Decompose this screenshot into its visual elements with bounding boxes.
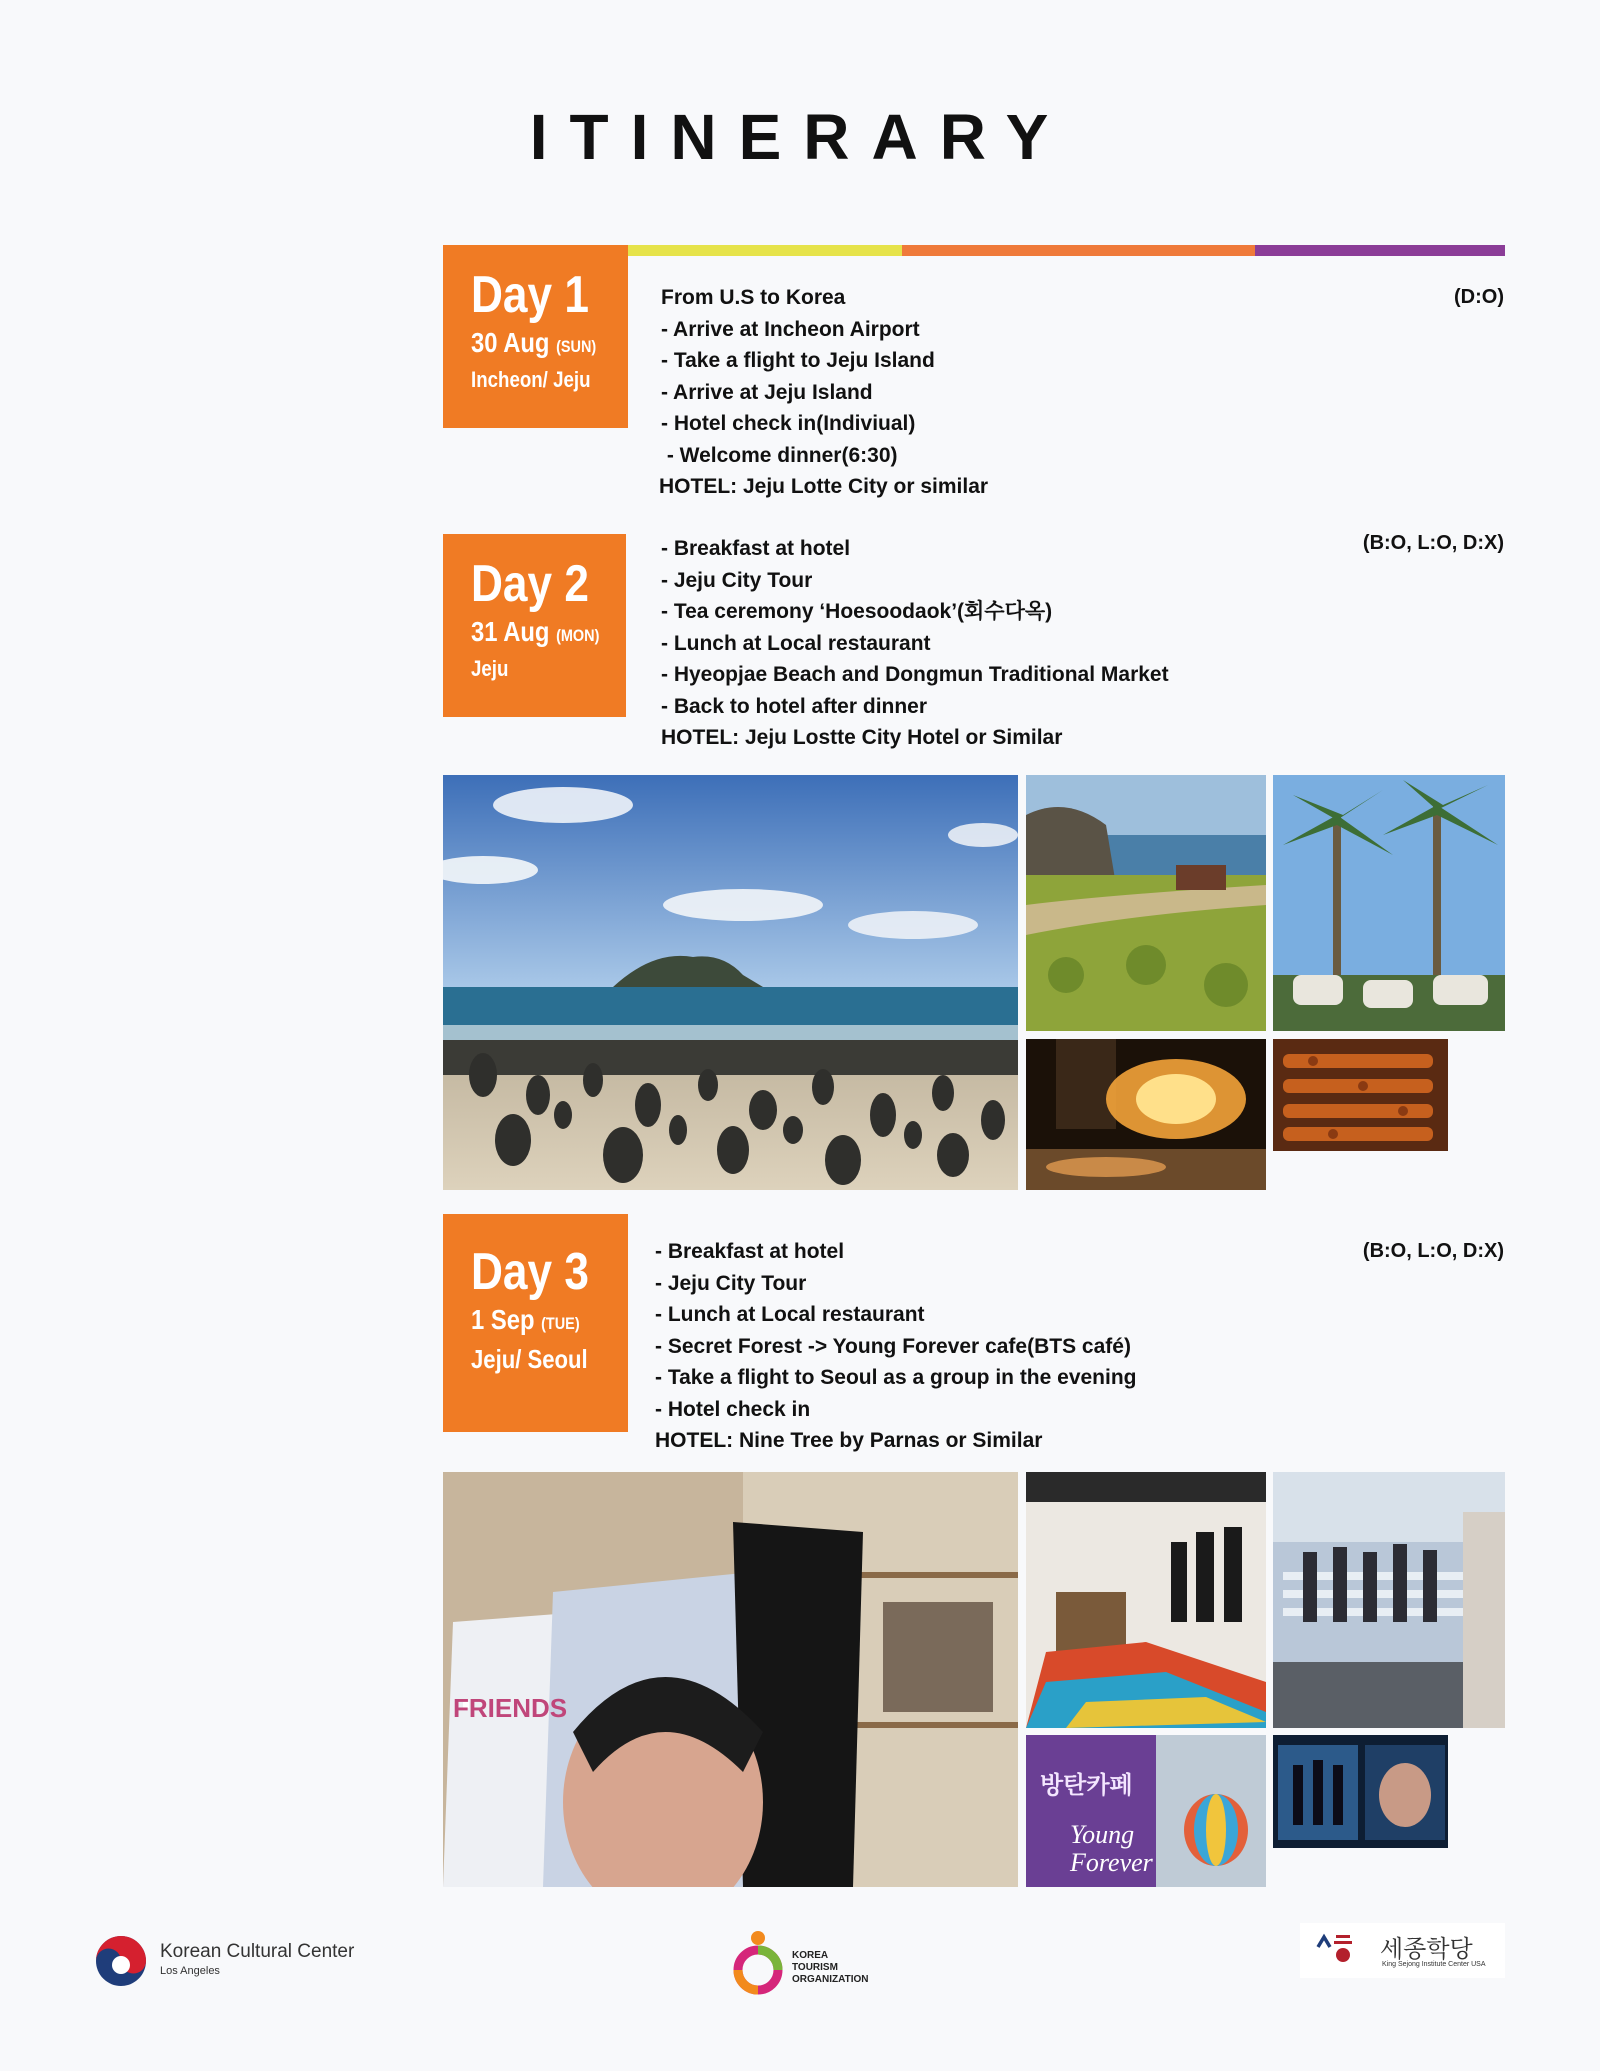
korean-cultural-center-logo xyxy=(95,1935,375,1990)
list-item: - Take a flight to Seoul as a group in the evening xyxy=(655,1366,1137,1389)
day-2-items xyxy=(661,533,1169,754)
list-item: - Breakfast at hotel xyxy=(661,537,851,560)
list-item: - Secret Forest -> Young Forever cafe(BTS café) xyxy=(655,1334,1131,1358)
kto-line-2: TOURISM xyxy=(792,1962,838,1973)
list-item: - Lunch at Local restaurant xyxy=(655,1303,925,1326)
bag-text: FRIENDS xyxy=(453,1693,568,1723)
list-item: From U.S to Korea xyxy=(661,286,846,309)
day-date: 31 Aug xyxy=(471,616,550,647)
cafe-english-text-1: Young xyxy=(1070,1820,1135,1849)
day-1-meals: (D:O) xyxy=(1454,286,1504,308)
day-place: Jeju/ Seoul xyxy=(471,1344,588,1374)
color-bar-orange xyxy=(902,245,1255,256)
bts-cafe-hot-air-balloon-photo xyxy=(1026,1472,1266,1728)
color-bar-purple xyxy=(1255,245,1505,256)
list-item: - Jeju City Tour xyxy=(655,1271,807,1295)
list-item: - Hotel check in(Indiviual) xyxy=(661,412,916,435)
skewers-photo xyxy=(1273,1039,1448,1151)
day-label: Day 3 xyxy=(471,1243,589,1301)
ksi-korean: 세종학당 xyxy=(1380,1935,1473,1963)
list-item: - Lunch at Local restaurant xyxy=(661,631,931,655)
list-item: - Back to hotel after dinner xyxy=(661,694,928,718)
korea-tourism-organization-logo xyxy=(728,1928,888,1998)
day-date: 30 Aug xyxy=(471,327,550,358)
list-item: - Arrive at Jeju Island xyxy=(661,380,873,404)
kcc-city: Los Angeles xyxy=(160,1965,220,1977)
list-item: HOTEL: Nine Tree by Parnas or Similar xyxy=(655,1429,1043,1452)
day-weekday: (MON) xyxy=(556,626,600,645)
jeju-beach-stone-towers-photo xyxy=(443,775,1018,1190)
day-1-items xyxy=(661,282,988,503)
cafe-english-text-2: Forever xyxy=(1070,1848,1153,1877)
young-forever-cafe-sign-photo xyxy=(1026,1735,1266,1887)
page-title: ITINERARY xyxy=(529,101,1071,173)
day-weekday: (SUN) xyxy=(556,337,597,356)
day-label: Day 2 xyxy=(471,555,589,613)
sejong-icon xyxy=(1314,1931,1354,1971)
list-item: - Hotel check in xyxy=(655,1397,811,1421)
ksi-english: King Sejong Institute Center USA xyxy=(1382,1961,1486,1968)
day-3-items xyxy=(655,1236,1137,1457)
bts-crosswalk-poster-photo xyxy=(1273,1472,1505,1728)
list-item: - Jeju City Tour xyxy=(661,568,813,592)
taegeuk-icon xyxy=(95,1935,147,1987)
day-3-meals: (B:O, L:O, D:X) xyxy=(1362,1240,1504,1262)
jeju-palm-resort-photo xyxy=(1273,775,1505,1031)
bts-merch-bags-photo xyxy=(443,1472,1018,1887)
list-item: HOTEL: Jeju Lotte City or similar xyxy=(659,475,989,498)
bts-poster-display-photo xyxy=(1273,1735,1448,1848)
day-place: Jeju xyxy=(471,656,509,681)
kcc-name: Korean Cultural Center xyxy=(160,1941,355,1962)
cafe-korean-text: 방탄카페 xyxy=(1040,1771,1133,1799)
kto-line-1: KOREA xyxy=(792,1950,829,1961)
list-item: - Welcome dinner(6:30) xyxy=(661,443,898,467)
fire-grill-photo xyxy=(1026,1039,1266,1190)
day-3-badge xyxy=(443,1214,628,1432)
day-2-badge xyxy=(443,534,626,717)
day-2-meals: (B:O, L:O, D:X) xyxy=(1362,532,1504,554)
list-item: - Breakfast at hotel xyxy=(655,1240,845,1263)
day-weekday: (TUE) xyxy=(541,1314,580,1333)
color-bar-yellow xyxy=(628,245,902,256)
kto-icon xyxy=(728,1928,788,1998)
kto-line-3: ORGANIZATION xyxy=(792,1974,869,1985)
list-item: - Hyeopjae Beach and Dongmun Traditional Market xyxy=(661,663,1169,686)
day-place: Incheon/ Jeju xyxy=(471,367,591,392)
day-1-badge xyxy=(443,245,628,428)
list-item: - Take a flight to Jeju Island xyxy=(661,349,935,372)
list-item: - Arrive at Incheon Airport xyxy=(661,317,920,341)
jeju-coastal-field-photo xyxy=(1026,775,1266,1031)
day-label: Day 1 xyxy=(471,266,589,324)
list-item: - Tea ceremony ‘Hoesoodaok’(회수다옥) xyxy=(661,600,1053,623)
king-sejong-institute-logo xyxy=(1300,1923,1505,1978)
list-item: HOTEL: Jeju Lostte City Hotel or Similar xyxy=(661,726,1063,749)
day-date: 1 Sep xyxy=(471,1304,535,1335)
